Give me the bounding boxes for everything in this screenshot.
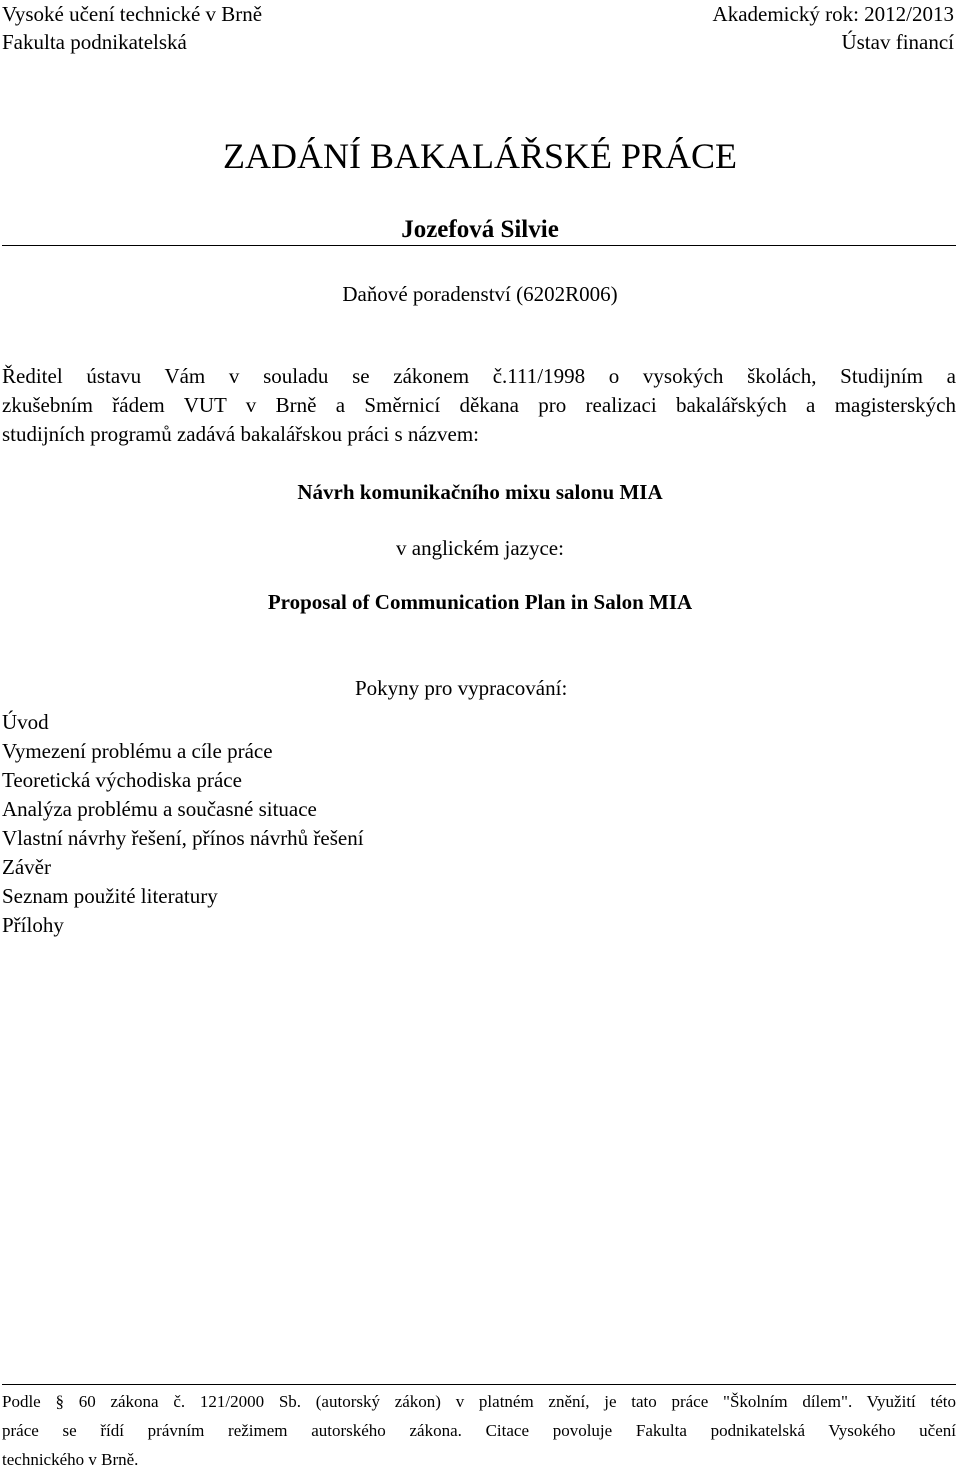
student-name: Jozefová Silvie — [401, 216, 559, 243]
instructions-heading: Pokyny pro vypracování: — [355, 676, 568, 700]
outline-item: Závěr — [2, 855, 51, 879]
intro-line: studijních programů zadává bakalářskou práci s názvem: — [2, 422, 479, 446]
copyright-notice — [2, 1387, 956, 1474]
thesis-title-english: Proposal of Communication Plan in Salon MIA — [267, 590, 693, 614]
outline-item: Analýza problému a současné situace — [2, 797, 317, 821]
copyright-line: Podle § 60 zákona č. 121/2000 Sb. (autorský zákon) v platném znění, je tato práce "Školním dílem". Využití této — [2, 1392, 956, 1411]
outline-item: Vlastní návrhy řešení, přínos návrhů řešení — [2, 826, 364, 850]
intro-line: zkušebním řádem VUT v Brně a Směrnicí děkana pro realizaci bakalářských a magisterských — [2, 393, 956, 417]
study-field: Daňové poradenství (6202R006) — [342, 282, 618, 306]
institute-name: Ústav financí — [841, 30, 954, 54]
thesis-title: Návrh komunikačního mixu salonu MIA — [297, 480, 663, 504]
school-name: Vysoké učení technické v Brně — [2, 2, 263, 26]
outline-item: Seznam použité literatury — [2, 884, 218, 908]
outline-item: Teoretická východiska práce — [2, 768, 242, 792]
document-title: ZADÁNÍ BAKALÁŘSKÉ PRÁCE — [222, 136, 738, 176]
outline-item: Přílohy — [2, 913, 64, 937]
academic-year: Akademický rok: 2012/2013 — [712, 2, 954, 26]
outline-item: Vymezení problému a cíle práce — [2, 739, 273, 763]
copyright-line: práce se řídí právním režimem autorského zákona. Citace povoluje Fakulta podnikatelská Vysokého učení — [2, 1421, 956, 1440]
outline-list — [2, 708, 364, 940]
copyright-line: technického v Brně. — [2, 1450, 139, 1469]
footer-divider — [2, 1384, 956, 1385]
faculty-name: Fakulta podnikatelská — [2, 30, 187, 54]
intro-paragraph — [2, 362, 956, 449]
english-label: v anglickém jazyce: — [396, 536, 564, 560]
title-divider — [2, 245, 956, 246]
intro-line: Ředitel ústavu Vám v souladu se zákonem č.111/1998 o vysokých školách, Studijním a — [2, 364, 956, 388]
outline-item: Úvod — [2, 710, 49, 734]
